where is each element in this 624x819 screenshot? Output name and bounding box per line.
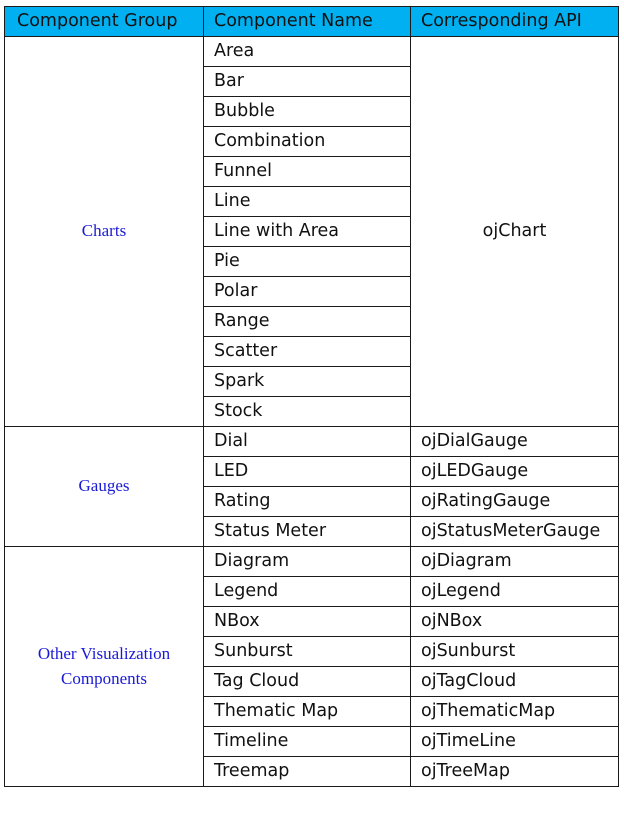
component-name-cell: Timeline [204, 727, 411, 757]
component-name-cell: Range [204, 307, 411, 337]
component-name-cell: Legend [204, 577, 411, 607]
component-name-cell: Tag Cloud [204, 667, 411, 697]
component-name-cell: Scatter [204, 337, 411, 367]
component-name-cell: Bubble [204, 97, 411, 127]
header-component-group: Component Group [5, 7, 204, 37]
table-body [5, 37, 619, 787]
component-name-cell: Status Meter [204, 517, 411, 547]
header-corresponding-api: Corresponding API [411, 7, 619, 37]
api-cell: ojSunburst [411, 637, 619, 667]
api-cell: ojTreeMap [411, 757, 619, 787]
component-name-cell: Dial [204, 427, 411, 457]
table-row [5, 547, 619, 577]
component-name-cell: Bar [204, 67, 411, 97]
component-name-cell: Rating [204, 487, 411, 517]
component-name-cell: Sunburst [204, 637, 411, 667]
component-name-cell: Stock [204, 397, 411, 427]
api-cell: ojTimeLine [411, 727, 619, 757]
component-name-cell: LED [204, 457, 411, 487]
api-cell: ojTagCloud [411, 667, 619, 697]
api-cell: ojDiagram [411, 547, 619, 577]
group-gauges: Gauges [5, 427, 204, 547]
table-header [5, 7, 619, 37]
api-cell: ojRatingGauge [411, 487, 619, 517]
group-other-visualization: Other Visualization Components [5, 547, 204, 787]
table-row [5, 37, 619, 67]
component-name-cell: Treemap [204, 757, 411, 787]
component-name-cell: NBox [204, 607, 411, 637]
api-cell: ojThematicMap [411, 697, 619, 727]
component-name-cell: Pie [204, 247, 411, 277]
component-name-cell: Combination [204, 127, 411, 157]
component-api-table [4, 6, 619, 787]
api-cell: ojStatusMeterGauge [411, 517, 619, 547]
header-row [5, 7, 619, 37]
api-cell: ojLEDGauge [411, 457, 619, 487]
api-cell: ojLegend [411, 577, 619, 607]
component-name-cell: Funnel [204, 157, 411, 187]
table-row [5, 427, 619, 457]
component-name-cell: Thematic Map [204, 697, 411, 727]
component-name-cell: Spark [204, 367, 411, 397]
component-name-cell: Polar [204, 277, 411, 307]
api-cell: ojDialGauge [411, 427, 619, 457]
component-name-cell: Diagram [204, 547, 411, 577]
component-name-cell: Area [204, 37, 411, 67]
api-cell: ojNBox [411, 607, 619, 637]
component-name-cell: Line [204, 187, 411, 217]
component-name-cell: Line with Area [204, 217, 411, 247]
header-component-name: Component Name [204, 7, 411, 37]
api-charts: ojChart [411, 37, 619, 427]
group-charts: Charts [5, 37, 204, 427]
